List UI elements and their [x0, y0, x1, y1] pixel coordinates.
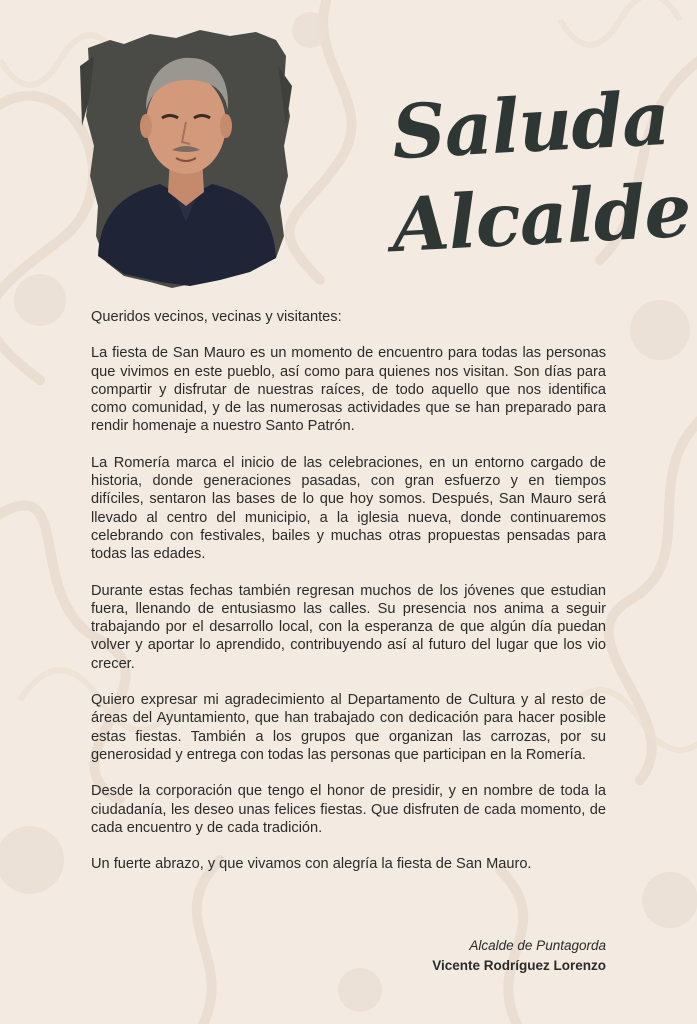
title-line-saluda: Saluda: [389, 75, 672, 177]
letter-greeting: Queridos vecinos, vecinas y visitantes:: [91, 309, 342, 325]
letter-paragraph: La Romería marca el inicio de las celebraciones, en un entorno cargado de historia, donde generaciones pasadas, con gran esfuerzo y en tiempos difíciles, sentaron las bases de lo que hoy somos. Después, San Mauro será llevado al centro del municipio, a la iglesia nueva, donde continuaremos celebrando con festivales, bailes y muchas otras propuestas pensadas para todas las edades.: [91, 454, 606, 563]
signature-block: [432, 936, 606, 976]
mayor-portrait: [80, 26, 292, 292]
mayor-photo-image: [80, 26, 292, 292]
page-title: [389, 75, 693, 270]
title-line-alcalde: Alcalde: [389, 167, 693, 270]
letter-paragraph: La fiesta de San Mauro es un momento de encuentro para todas las personas que vivimos en este pueblo, así como para quienes nos visitan. Son días para compartir y disfrutar de nuestras raíces, de todo aquello que nos identifica como comunidad, y de las numerosas actividades que se han preparado para rendir homenaje a nuestro Santo Patrón.: [91, 345, 606, 435]
signature-role: Alcalde de Puntagorda: [469, 938, 606, 953]
letter-paragraph: Durante estas fechas también regresan muchos de los jóvenes que estudian fuera, llenando de entusiasmo las calles. Su presencia nos anima a seguir trabajando por el desarrollo local, con la esperanza de que algún día puedan volver y aportar lo aprendido, contribuyendo así al futuro del lugar que los vio crecer.: [91, 582, 606, 672]
letter-paragraph: Desde la corporación que tengo el honor de presidir, y en nombre de toda la ciudadanía, les deseo unas felices fiestas. Que disfruten de cada momento, de cada encuentro y de cada tradición.: [91, 783, 606, 836]
letter-paragraph: Quiero expresar mi agradecimiento al Departamento de Cultura y al resto de áreas del Ayuntamiento, que han trabajado con dedicación para hacer posible estas fiestas. También a los grupos que organizan las carrozas, por su generosidad y entrega con todas las personas que participan en la Romería.: [91, 692, 606, 763]
signature-name: Vicente Rodríguez Lorenzo: [432, 958, 606, 973]
letter-closing: Un fuerte abrazo, y que vivamos con alegría la fiesta de San Mauro.: [91, 856, 532, 873]
letter-body: [91, 308, 606, 891]
